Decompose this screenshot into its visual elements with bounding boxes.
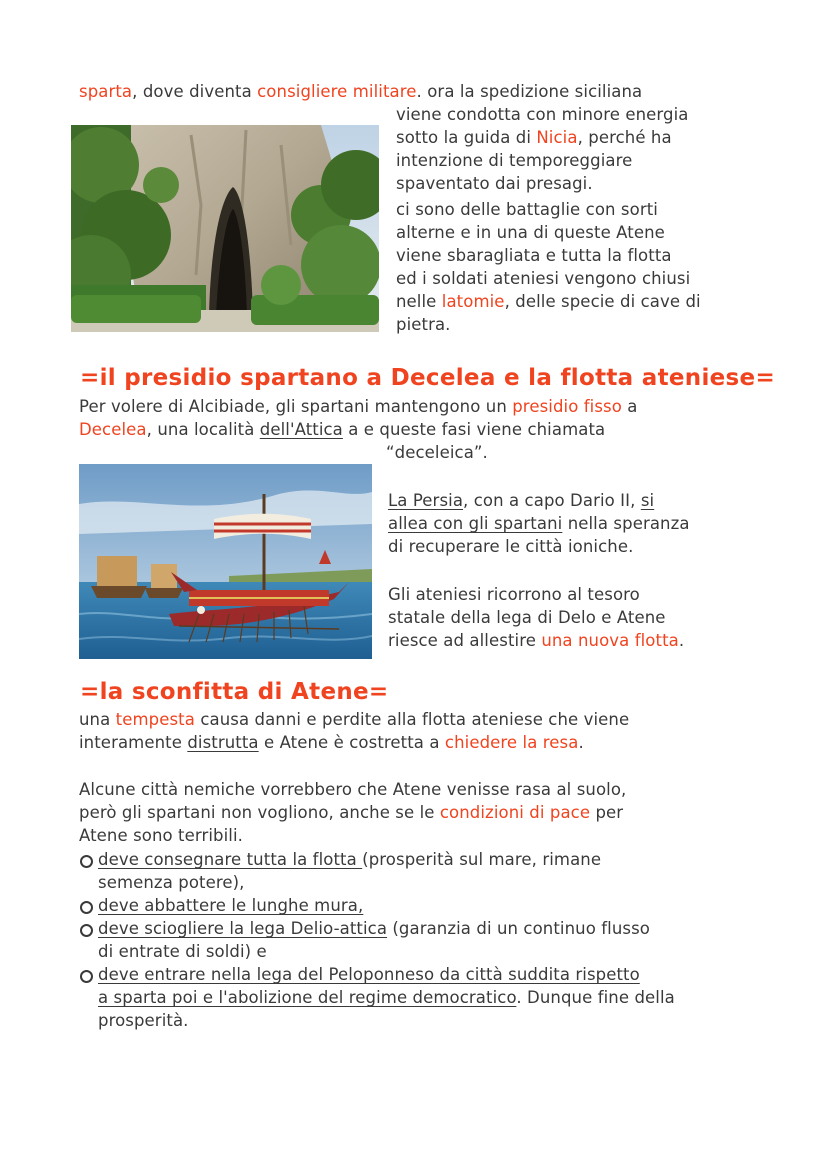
text-segment: per — [590, 803, 624, 822]
text-segment: spaventato dai presagi. — [396, 174, 593, 193]
text-line — [98, 1009, 189, 1032]
text-line — [388, 606, 666, 629]
text-line — [79, 778, 626, 801]
text-segment: “deceleica”. — [386, 443, 488, 462]
highlighted-text: Decelea — [79, 420, 147, 439]
text-segment: Gli ateniesi ricorrono al tesoro — [388, 585, 640, 604]
text-line — [388, 489, 654, 512]
underlined-text: deve sciogliere la lega Delio-attica — [98, 919, 388, 938]
text-line — [98, 940, 267, 963]
highlighted-text: tempesta — [115, 710, 195, 729]
text-line — [388, 512, 690, 535]
text-line — [396, 103, 688, 126]
text-line — [388, 535, 633, 558]
text-segment: pietra. — [396, 315, 451, 334]
text-segment: , delle specie di cave di — [504, 292, 701, 311]
text-segment: . — [678, 631, 685, 650]
text-segment: viene condotta con minore energia — [396, 105, 689, 124]
highlighted-text: condizioni di pace — [439, 803, 591, 822]
text-segment: prosperità. — [98, 1011, 189, 1030]
text-segment: , perché ha — [577, 128, 672, 147]
text-segment: . Dunque fine della — [516, 988, 675, 1007]
text-segment: sotto la guida di — [396, 128, 537, 147]
underlined-text: distrutta — [187, 733, 259, 752]
text-line — [79, 395, 638, 418]
text-segment: . ora la spedizione siciliana — [416, 82, 643, 101]
text-line — [79, 418, 605, 441]
text-segment: Atene sono terribili. — [79, 826, 244, 845]
text-segment: di recuperare le città ioniche. — [388, 537, 634, 556]
text-segment: una — [79, 710, 116, 729]
text-line — [388, 629, 684, 652]
text-line — [79, 801, 623, 824]
underlined-text: deve consegnare tutta la flotta — [98, 850, 363, 869]
text-segment: viene sbaragliata e tutta la flotta — [396, 246, 672, 265]
text-segment: ed i soldati ateniesi vengono chiusi — [396, 269, 691, 288]
highlighted-text: sparta — [79, 82, 133, 101]
text-segment: nelle — [396, 292, 442, 311]
text-segment: riesce ad allestire — [388, 631, 542, 650]
underlined-text: a sparta poi e l'abolizione del regime democratico — [98, 988, 517, 1007]
text-line — [396, 126, 672, 149]
text-line — [79, 731, 584, 754]
text-line — [79, 824, 243, 847]
text-line — [396, 198, 658, 221]
underlined-text: deve abbattere le lunghe mura, — [98, 896, 364, 915]
text-segment: nella speranza — [562, 514, 690, 533]
highlighted-text: presidio fisso — [512, 397, 622, 416]
text-segment: (garanzia di un continuo flusso — [387, 919, 651, 938]
text-segment: semenza potere), — [98, 873, 245, 892]
highlighted-text: latomie — [441, 292, 505, 311]
text-segment: causa danni e perdite alla flotta ateniese che viene — [194, 710, 630, 729]
text-line — [98, 894, 363, 917]
section-heading: =il presidio spartano a Decelea e la flotta ateniese= — [80, 365, 776, 391]
text-segment: , una località — [146, 420, 260, 439]
text-segment: , dove diventa — [132, 82, 258, 101]
text-line — [396, 267, 690, 290]
text-segment: a e queste fasi viene chiamata — [342, 420, 606, 439]
text-segment: a — [621, 397, 638, 416]
text-segment: interamente — [79, 733, 188, 752]
ear-of-dionysius-cave-photo — [71, 125, 379, 332]
text-segment: Alcune città nemiche vorrebbero che Atene venisse rasa al suolo, — [79, 780, 627, 799]
highlighted-text: una nuova flotta — [541, 631, 679, 650]
text-line — [388, 583, 640, 606]
text-line — [396, 244, 672, 267]
text-line — [386, 441, 488, 464]
text-segment: . — [578, 733, 584, 752]
text-line — [396, 290, 701, 313]
text-line — [396, 172, 593, 195]
text-line — [79, 80, 642, 103]
highlighted-text: Nicia — [536, 128, 578, 147]
text-line — [396, 221, 665, 244]
highlighted-text: chiedere la resa — [444, 733, 579, 752]
bullet-circle-icon — [80, 855, 93, 868]
text-line — [98, 917, 650, 940]
text-segment: , con a capo Dario II, — [463, 491, 641, 510]
text-line — [98, 963, 640, 986]
text-segment: (prosperità sul mare, rimane — [362, 850, 602, 869]
bullet-circle-icon — [80, 924, 93, 937]
text-segment: ci sono delle battaglie con sorti — [396, 200, 658, 219]
underlined-text: allea con gli spartani — [388, 514, 563, 533]
text-line — [98, 871, 245, 894]
text-segment: alterne e in una di queste Atene — [396, 223, 665, 242]
text-segment: statale della lega di Delo e Atene — [388, 608, 666, 627]
text-segment: intenzione di temporeggiare — [396, 151, 633, 170]
text-line — [98, 986, 675, 1009]
text-segment: e Atene è costretta a — [258, 733, 445, 752]
ancient-trireme-fleet-illustration — [79, 464, 372, 659]
underlined-text: dell'Attica — [259, 420, 343, 439]
bullet-circle-icon — [80, 901, 93, 914]
text-line — [396, 149, 632, 172]
underlined-text: La Persia — [388, 491, 464, 510]
text-segment: Per volere di Alcibiade, gli spartani mantengono un — [79, 397, 513, 416]
underlined-text: deve entrare nella lega del Peloponneso da città suddita rispetto — [98, 965, 640, 984]
text-segment: di entrate di soldi) e — [98, 942, 267, 961]
text-line — [396, 313, 451, 336]
text-segment: però gli spartani non vogliono, anche se le — [79, 803, 440, 822]
bullet-circle-icon — [80, 970, 93, 983]
highlighted-text: consigliere militare — [257, 82, 417, 101]
text-line — [79, 708, 629, 731]
section-heading: =la sconfitta di Atene= — [80, 679, 389, 705]
underlined-text: si — [640, 491, 655, 510]
text-line — [98, 848, 601, 871]
